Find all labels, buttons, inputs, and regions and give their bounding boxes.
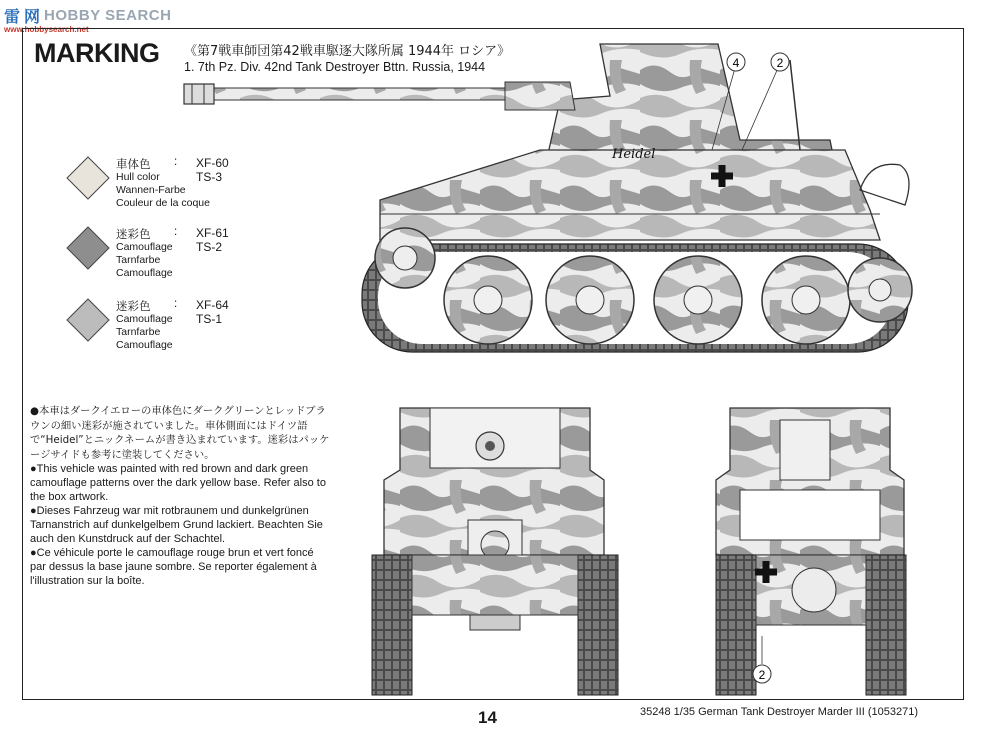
swatch-label-de: Wannen-Farbe: [116, 184, 186, 196]
antenna: [790, 60, 800, 150]
swatch-label-de: Tarnfarbe: [116, 326, 161, 338]
swatch-jp-label: 迷彩色: [116, 299, 151, 313]
note-french: ●Ce véhicule porte le camouflage rouge brun et vert foncé par dessus la base jaune sombre. Se reporter également à l'illustration sur la boîte.: [30, 547, 317, 587]
watermark-url: www.hobbysearch.net: [4, 25, 89, 34]
swatch-colon: :: [174, 226, 178, 238]
svg-text:2: 2: [776, 56, 784, 70]
hull: [380, 150, 880, 240]
swatch-jp-label: 車体色: [116, 157, 151, 171]
swatch-code: XF-64: [196, 298, 229, 312]
tank-rear-view: [716, 408, 906, 695]
footer-product: 35248 1/35 German Tank Destroyer Marder III (1053271): [640, 706, 919, 718]
nickname-side: Heidel: [612, 147, 656, 162]
swatch-ts: TS-1: [196, 312, 223, 326]
page-number: 14: [478, 708, 497, 727]
swatch-ts: TS-3: [196, 170, 223, 184]
muzzle-brake: [184, 84, 214, 104]
swatch-code: XF-61: [196, 226, 229, 240]
swatch-code: XF-60: [196, 156, 229, 170]
swatch-label-en: Hull color: [116, 171, 160, 183]
swatch-label-fr: Camouflage: [116, 339, 173, 351]
swatch-colon: :: [174, 156, 178, 168]
swatch-label-de: Tarnfarbe: [116, 254, 161, 266]
swatch-jp-label: 迷彩色: [116, 227, 151, 241]
swatch-ts: TS-2: [196, 240, 223, 254]
tank-side-view: [184, 44, 912, 352]
swatch-label-en: Camouflage: [116, 313, 173, 325]
svg-text:4: 4: [732, 56, 740, 70]
svg-text:2: 2: [758, 668, 766, 682]
gun-barrel: [210, 88, 510, 100]
note-japanese: ●本車はダークイエローの車体色にダークグリーンとレッドブラウンの細い迷彩が施されていました。車体側面にはドイツ語で“Heidel”とニックネームが書き込まれています。迷彩はパッケージサイドも参考に塗装してください。: [30, 405, 330, 461]
watermark-cn-2: 网: [24, 7, 41, 26]
swatch-label-fr: Camouflage: [116, 267, 173, 279]
swatch-label-en: Camouflage: [116, 241, 173, 253]
watermark-cn: 雷: [4, 7, 21, 26]
watermark-en: HOBBY SEARCH: [44, 7, 172, 24]
heading-japanese: 《第7戦車師団第42戦車駆逐大隊所属 1944年 ロシア》: [184, 44, 511, 59]
note-german: ●Dieses Fahrzeug war mit rotbraunem und dunkelgrünen Tarnanstrich auf dunkelgelbem Grund lackiert. Beachten Sie auch den Kunstdruck auf der Schachtel.: [30, 505, 323, 545]
swatch-colon: :: [174, 298, 178, 310]
note-english: ●This vehicle was painted with red brown and dark green camouflage patterns over the dark yellow base. Refer also to the box artwork.: [30, 463, 326, 503]
swatch-label-fr: Couleur de la coque: [116, 197, 210, 209]
gun-mantlet: [505, 82, 575, 110]
rear-rack: [860, 164, 909, 205]
page-title: MARKING: [34, 38, 160, 68]
heading-english: 1. 7th Pz. Div. 42nd Tank Destroyer Bttn. Russia, 1944: [184, 60, 486, 74]
tank-front-view: [372, 408, 618, 695]
